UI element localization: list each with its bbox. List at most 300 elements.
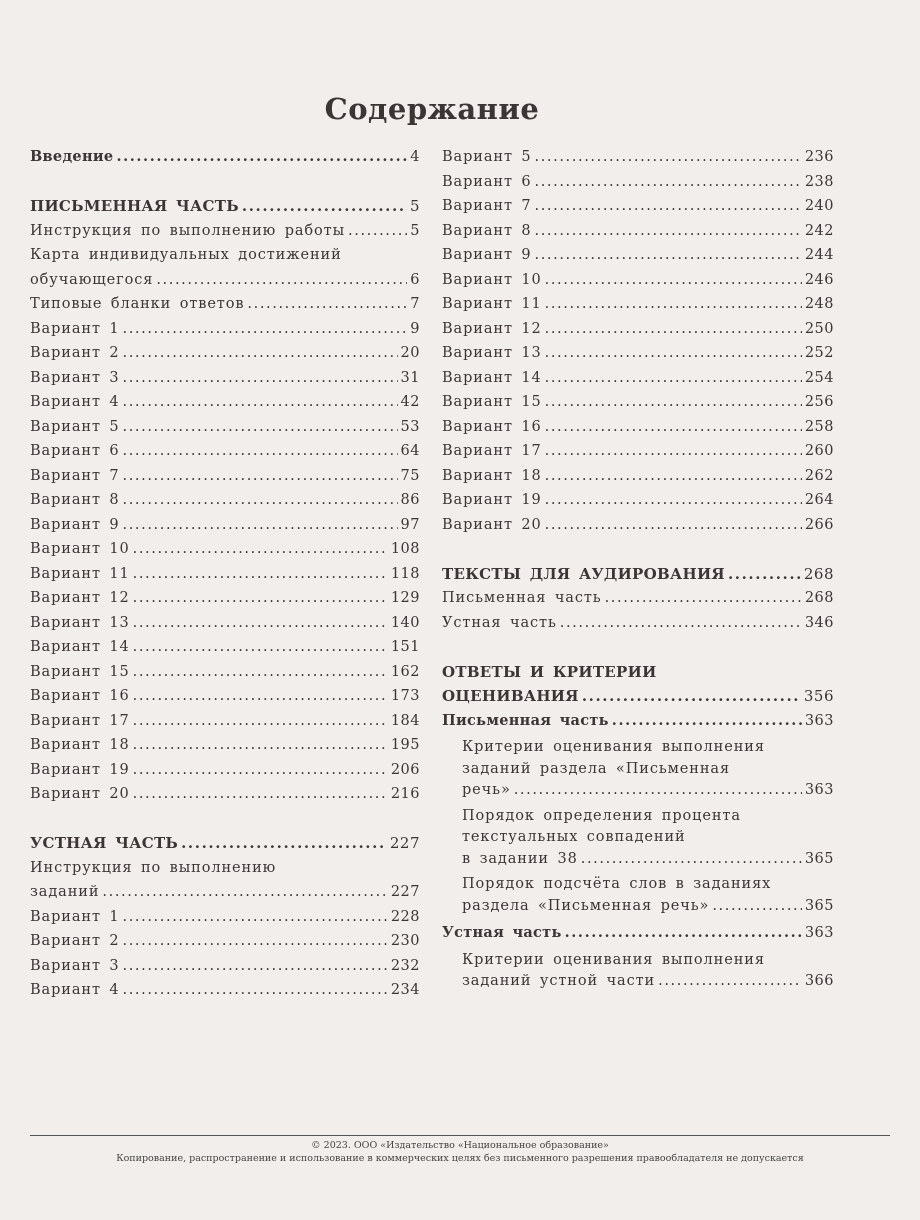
toc-page-number: 366 <box>804 973 834 989</box>
toc-page-number: 151 <box>390 639 420 655</box>
dot-leader <box>123 488 398 513</box>
toc-entry[interactable] <box>30 929 420 954</box>
dot-leader <box>123 366 398 391</box>
toc-entry[interactable] <box>30 194 420 219</box>
toc-entry-last-line <box>30 733 420 758</box>
toc-page-number: 184 <box>390 712 420 729</box>
toc-entry-last-line <box>30 317 420 342</box>
dot-leader <box>247 292 407 317</box>
toc-entry-text: Вариант 7 <box>442 198 532 214</box>
toc-entry-last-line <box>30 562 420 587</box>
footer-divider <box>30 1135 890 1136</box>
toc-entry-last-line <box>442 341 834 366</box>
toc-entry[interactable] <box>442 874 834 917</box>
toc-entry-text: Вариант 18 <box>30 737 130 753</box>
toc-entry[interactable] <box>442 341 834 366</box>
toc-entry[interactable] <box>30 292 420 317</box>
toc-entry-last-line <box>30 954 420 979</box>
toc-page-number: 75 <box>400 467 420 484</box>
dot-leader <box>123 954 388 979</box>
dot-leader <box>123 929 388 954</box>
toc-page-number: 228 <box>390 908 420 925</box>
toc-entry-text: ОТВЕТЫ И КРИТЕРИИ <box>442 662 657 681</box>
toc-page-number: 363 <box>804 925 834 941</box>
toc-entry-last-line <box>30 758 420 783</box>
toc-entry-text: Вариант 11 <box>442 296 542 312</box>
toc-entry[interactable] <box>442 219 834 244</box>
toc-entry-text: Введение <box>30 148 114 165</box>
toc-page-number: 6 <box>410 271 420 288</box>
toc-entry-text: Вариант 8 <box>30 492 120 508</box>
toc-entry-last-line <box>442 292 834 317</box>
dot-leader <box>582 684 801 709</box>
toc-page-number: 260 <box>804 443 834 459</box>
toc-entry[interactable] <box>442 921 834 946</box>
dot-leader <box>123 513 398 538</box>
toc-entry-text: Вариант 14 <box>442 369 542 386</box>
toc-entry-last-line <box>442 390 834 415</box>
toc-entry-text: Вариант 4 <box>30 982 120 998</box>
toc-page-number: 86 <box>400 492 420 508</box>
dot-leader <box>133 782 388 807</box>
dot-leader <box>116 145 407 170</box>
toc-entry-text: речь» <box>462 782 511 798</box>
dot-leader <box>123 341 398 366</box>
toc-entry[interactable] <box>442 709 834 734</box>
toc-entry-text: Вариант 3 <box>30 369 120 386</box>
toc-entry-text: Вариант 5 <box>442 149 532 165</box>
toc-entry-text: Вариант 12 <box>30 590 130 606</box>
toc-section <box>442 660 834 993</box>
toc-entry[interactable] <box>442 366 834 391</box>
toc-entry-text: Инструкция по выполнению <box>30 859 277 876</box>
toc-entry-last-line <box>442 921 834 946</box>
toc-entry-text: Вариант 8 <box>442 222 532 239</box>
toc-entry[interactable] <box>30 660 420 685</box>
toc-entry-text: заданий устной части <box>462 973 656 989</box>
dot-leader <box>348 219 407 244</box>
toc-entry[interactable] <box>30 758 420 783</box>
dot-leader <box>133 758 388 783</box>
toc-entry-text: Вариант 14 <box>30 639 130 655</box>
toc-entry[interactable] <box>30 366 420 391</box>
toc-page-number: 140 <box>390 614 420 631</box>
toc-entry-text: Вариант 20 <box>442 516 542 533</box>
toc-entry-last-line <box>30 684 420 709</box>
dot-leader <box>605 586 802 611</box>
dot-leader <box>123 415 398 440</box>
toc-entry[interactable] <box>30 562 420 587</box>
toc-section <box>442 562 834 636</box>
toc-page-number: 230 <box>390 933 420 949</box>
dot-leader <box>133 684 388 709</box>
footer-notice: Копирование, распространение и использование в коммерческих целях без письменного разрешения правообладателя не допускается <box>116 1153 804 1164</box>
toc-page-number: 363 <box>804 782 834 798</box>
toc-entry[interactable] <box>30 513 420 538</box>
toc-entry-text: Вариант 3 <box>30 957 120 974</box>
toc-page-number: 252 <box>804 345 834 361</box>
dot-leader <box>545 268 802 293</box>
dot-leader <box>535 219 802 244</box>
toc-page-number: 244 <box>804 247 834 263</box>
toc-entry-text: текстуальных совпадений <box>462 829 686 845</box>
toc-entry-text: Вариант 18 <box>442 467 542 484</box>
toc-entry-last-line <box>462 849 834 871</box>
dot-leader <box>545 488 802 513</box>
toc-entry-last-line <box>30 611 420 636</box>
toc-entry[interactable] <box>30 782 420 807</box>
toc-entry-last-line <box>30 905 420 930</box>
dot-leader <box>581 849 802 871</box>
toc-entry-text: Вариант 1 <box>30 908 120 925</box>
toc-entry-text: Вариант 13 <box>30 614 130 631</box>
toc-entry-last-line <box>442 562 834 587</box>
toc-page-number: 31 <box>400 369 420 386</box>
toc-entry-text: Вариант 16 <box>442 418 542 435</box>
dot-leader <box>658 971 802 993</box>
toc-entry-last-line <box>30 219 420 244</box>
toc-page-number: 266 <box>804 516 834 533</box>
toc-entry-last-line <box>30 390 420 415</box>
toc-entry[interactable] <box>442 488 834 513</box>
dot-leader <box>565 921 802 946</box>
toc-entry[interactable] <box>30 488 420 513</box>
dot-leader <box>535 145 802 170</box>
toc-entry[interactable] <box>442 660 834 709</box>
toc-entry-text: Вариант 6 <box>442 173 532 190</box>
toc-entry-text: Вариант 20 <box>30 786 130 802</box>
toc-entry-last-line <box>442 194 834 219</box>
toc-entry-last-line <box>30 488 420 513</box>
toc-page-number: 5 <box>410 222 420 239</box>
dot-leader <box>545 439 802 464</box>
toc-page-number: 254 <box>804 369 834 386</box>
toc-entry[interactable] <box>30 611 420 636</box>
dot-leader <box>545 415 802 440</box>
toc-entry-last-line <box>462 896 834 918</box>
toc-section <box>30 831 420 1003</box>
toc-entry[interactable] <box>442 415 834 440</box>
toc-entry-last-line <box>442 513 834 538</box>
toc-entry[interactable] <box>30 954 420 979</box>
toc-entry-last-line <box>462 971 834 993</box>
toc-page-number: 236 <box>804 149 834 165</box>
toc-page-number: 365 <box>804 850 834 867</box>
toc-page-number: 346 <box>804 614 834 631</box>
toc-entry-text: заданий раздела «Письменная <box>462 760 731 777</box>
toc-page-number: 363 <box>804 712 834 729</box>
toc-entry-last-line <box>442 317 834 342</box>
toc-entry-last-line <box>442 488 834 513</box>
toc-entry-text: ОЦЕНИВАНИЯ <box>442 687 579 705</box>
toc-entry-text: УСТНАЯ ЧАСТЬ <box>30 834 179 852</box>
page-title: Содержание <box>324 92 540 126</box>
toc-page-number: 129 <box>390 590 420 606</box>
dot-leader <box>133 660 388 685</box>
toc-entry[interactable] <box>30 905 420 930</box>
toc-section <box>30 145 420 170</box>
toc-page-number: 64 <box>400 443 420 459</box>
toc-page-number: 264 <box>804 492 834 508</box>
toc-entry-text: ТЕКСТЫ ДЛЯ АУДИРОВАНИЯ <box>442 564 725 583</box>
dot-leader <box>560 611 802 636</box>
footer-copyright: © 2023. ООО «Издательство «Национальное образование» <box>311 1140 609 1151</box>
toc-page-number: 4 <box>410 149 420 165</box>
toc-entry-last-line <box>30 709 420 734</box>
toc-entry[interactable] <box>30 415 420 440</box>
toc-entry-text: Вариант 19 <box>30 761 130 778</box>
toc-entry[interactable] <box>442 950 834 993</box>
dot-leader <box>123 978 388 1003</box>
toc-entry[interactable] <box>30 856 420 905</box>
toc-page-number: 248 <box>804 296 834 312</box>
toc-entry[interactable] <box>30 831 420 856</box>
toc-entry-text: Инструкция по выполнению работы <box>30 222 346 239</box>
toc-entry[interactable] <box>30 341 420 366</box>
dot-leader <box>102 880 387 905</box>
dot-leader <box>728 562 801 587</box>
toc-entry[interactable] <box>442 464 834 489</box>
dot-leader <box>123 390 398 415</box>
toc-page-number: 7 <box>410 296 420 312</box>
toc-entry-last-line <box>30 464 420 489</box>
dot-leader <box>133 709 388 734</box>
toc-entry-text: Вариант 5 <box>30 418 120 435</box>
toc-entry[interactable] <box>442 268 834 293</box>
toc-entry-last-line <box>442 439 834 464</box>
toc-entry-last-line <box>30 439 420 464</box>
toc-entry[interactable] <box>30 684 420 709</box>
dot-leader <box>514 780 802 802</box>
dot-leader <box>545 292 802 317</box>
toc-entry[interactable] <box>30 733 420 758</box>
toc-entry-text: Вариант 6 <box>30 443 120 459</box>
toc-entry[interactable] <box>30 243 420 292</box>
toc-entry[interactable] <box>442 390 834 415</box>
toc-entry-text: Карта индивидуальных достижений <box>30 247 342 263</box>
toc-entry[interactable] <box>442 243 834 268</box>
toc-entry-last-line <box>442 170 834 195</box>
toc-entry[interactable] <box>442 317 834 342</box>
toc-entry-last-line <box>442 586 834 611</box>
dot-leader <box>535 243 802 268</box>
toc-entry-last-line <box>442 415 834 440</box>
toc-entry-last-line <box>442 709 834 734</box>
dot-leader <box>123 905 388 930</box>
toc-page-number: 108 <box>390 541 420 557</box>
toc-entry-text: Вариант 1 <box>30 320 120 337</box>
toc-entry-last-line <box>442 611 834 636</box>
toc-entry-last-line <box>30 660 420 685</box>
toc-entry-last-line <box>30 635 420 660</box>
dot-leader <box>133 635 388 660</box>
toc-entry-text: Вариант 17 <box>30 712 130 729</box>
toc-entry-text: Вариант 7 <box>30 467 120 484</box>
toc-page-number: 268 <box>803 564 834 583</box>
toc-entry-last-line <box>442 243 834 268</box>
toc-entry-text: Письменная часть <box>442 711 609 729</box>
toc-entry[interactable] <box>30 317 420 342</box>
dot-leader <box>181 831 387 856</box>
toc-page-number: 216 <box>390 786 420 802</box>
toc-entry[interactable] <box>442 145 834 170</box>
toc-entry[interactable] <box>442 611 834 636</box>
toc-page-number: 365 <box>804 897 834 914</box>
dot-leader <box>535 194 802 219</box>
dot-leader <box>123 439 398 464</box>
toc-entry-text: Вариант 13 <box>442 345 542 361</box>
toc-entry-text: Типовые бланки ответов <box>30 296 245 312</box>
toc-page-number: 20 <box>400 345 420 361</box>
toc-entry-last-line <box>30 341 420 366</box>
toc-entry-last-line <box>30 292 420 317</box>
toc-entry[interactable] <box>442 513 834 538</box>
toc-right-column <box>442 145 834 1017</box>
toc-page-number: 356 <box>803 687 834 705</box>
toc-page-number: 262 <box>804 467 834 484</box>
toc-page-number: 195 <box>390 737 420 753</box>
toc-entry[interactable] <box>442 170 834 195</box>
toc-page-number: 173 <box>390 688 420 704</box>
dot-leader <box>133 537 388 562</box>
toc-entry-text: Вариант 9 <box>30 516 120 533</box>
toc-entry[interactable] <box>30 537 420 562</box>
toc-entry-text: Порядок определения процента <box>462 807 741 824</box>
toc-entry-text: раздела «Письменная речь» <box>462 897 710 914</box>
toc-entry-text: Вариант 19 <box>442 492 542 508</box>
toc-entry-text: заданий <box>30 884 100 900</box>
toc-page-number: 206 <box>390 761 420 778</box>
toc-entry[interactable] <box>442 806 834 871</box>
toc-entry-text: Вариант 10 <box>442 271 542 288</box>
dot-leader <box>545 390 802 415</box>
toc-entry-text: Вариант 16 <box>30 688 130 704</box>
toc-entry-last-line <box>30 537 420 562</box>
dot-leader <box>133 562 388 587</box>
toc-page-number: 256 <box>804 394 834 410</box>
toc-section <box>442 145 834 537</box>
dot-leader <box>242 194 407 219</box>
toc-entry-text: Критерии оценивания выполнения <box>462 951 765 968</box>
toc-page-number: 258 <box>804 418 834 435</box>
dot-leader <box>123 464 398 489</box>
toc-entry[interactable] <box>442 737 834 802</box>
toc-entry-last-line <box>30 929 420 954</box>
toc-entry-text: обучающегося <box>30 271 154 288</box>
toc-entry-text: Вариант 12 <box>442 320 542 337</box>
dot-leader <box>545 366 802 391</box>
toc-entry-last-line <box>30 782 420 807</box>
toc-entry[interactable] <box>442 292 834 317</box>
toc-entry-text: Устная часть <box>442 614 557 631</box>
toc-entry-last-line <box>442 145 834 170</box>
toc-entry[interactable] <box>30 586 420 611</box>
toc-page-number: 234 <box>390 982 420 998</box>
toc-entry-text: Вариант 9 <box>442 247 532 263</box>
toc-entry[interactable] <box>30 145 420 170</box>
toc-entry-last-line <box>442 464 834 489</box>
toc-entry-text: Порядок подсчёта слов в заданиях <box>462 876 772 892</box>
dot-leader <box>133 586 388 611</box>
toc-page-number: 240 <box>804 198 834 214</box>
dot-leader <box>612 709 802 734</box>
toc-entry[interactable] <box>442 562 834 587</box>
toc-left-column <box>30 145 420 1027</box>
toc-entry[interactable] <box>30 978 420 1003</box>
toc-page-number: 242 <box>804 222 834 239</box>
toc-page-number: 53 <box>400 418 420 435</box>
dot-leader <box>133 611 388 636</box>
toc-entry[interactable] <box>30 439 420 464</box>
toc-entry[interactable] <box>30 219 420 244</box>
toc-entry-last-line <box>30 268 420 293</box>
dot-leader <box>156 268 407 293</box>
dot-leader <box>545 464 802 489</box>
dot-leader <box>545 513 802 538</box>
toc-page-number: 268 <box>804 590 834 606</box>
toc-entry-last-line <box>30 366 420 391</box>
toc-entry-last-line <box>30 415 420 440</box>
toc-entry-last-line <box>30 513 420 538</box>
toc-entry[interactable] <box>442 586 834 611</box>
toc-entry-text: в задании 38 <box>462 850 578 867</box>
toc-entry-text: Устная часть <box>442 924 562 941</box>
toc-entry-last-line <box>30 145 420 170</box>
toc-entry-text: Вариант 11 <box>30 565 130 582</box>
toc-page-number: 162 <box>390 663 420 680</box>
toc-page-number: 246 <box>804 271 834 288</box>
toc-entry[interactable] <box>442 439 834 464</box>
toc-entry-text: Вариант 2 <box>30 345 120 361</box>
toc-entry-text: Критерии оценивания выполнения <box>462 739 765 755</box>
toc-entry-last-line <box>442 219 834 244</box>
toc-entry[interactable] <box>30 709 420 734</box>
dot-leader <box>545 317 802 342</box>
dot-leader <box>133 733 388 758</box>
toc-entry-text: Вариант 2 <box>30 933 120 949</box>
toc-entry[interactable] <box>30 464 420 489</box>
toc-entry[interactable] <box>442 194 834 219</box>
toc-entry[interactable] <box>30 390 420 415</box>
toc-entry-text: Вариант 15 <box>442 394 542 410</box>
toc-entry-last-line <box>30 880 420 905</box>
toc-entry-text: Вариант 17 <box>442 443 542 459</box>
toc-entry-last-line <box>462 780 834 802</box>
toc-entry-last-line <box>30 194 420 219</box>
toc-entry-text: ПИСЬМЕННАЯ ЧАСТЬ <box>30 197 239 215</box>
toc-entry-text: Вариант 15 <box>30 663 130 680</box>
dot-leader <box>535 170 802 195</box>
dot-leader <box>123 317 408 342</box>
toc-entry-text: Письменная часть <box>442 590 602 606</box>
dot-leader <box>545 341 802 366</box>
toc-page-number: 250 <box>804 320 834 337</box>
toc-page-number: 118 <box>390 565 420 582</box>
toc-page-number: 97 <box>400 516 420 533</box>
toc-page-number: 227 <box>389 834 420 852</box>
toc-entry-last-line <box>442 366 834 391</box>
toc-entry-last-line <box>442 268 834 293</box>
toc-entry-last-line <box>442 684 834 709</box>
toc-page-number: 227 <box>390 884 420 900</box>
toc-entry-last-line <box>30 831 420 856</box>
toc-entry-text: Вариант 10 <box>30 541 130 557</box>
toc-entry[interactable] <box>30 635 420 660</box>
toc-entry-last-line <box>30 978 420 1003</box>
dot-leader <box>712 896 802 918</box>
toc-page-number: 42 <box>400 394 420 410</box>
toc-page-number: 232 <box>390 957 420 974</box>
